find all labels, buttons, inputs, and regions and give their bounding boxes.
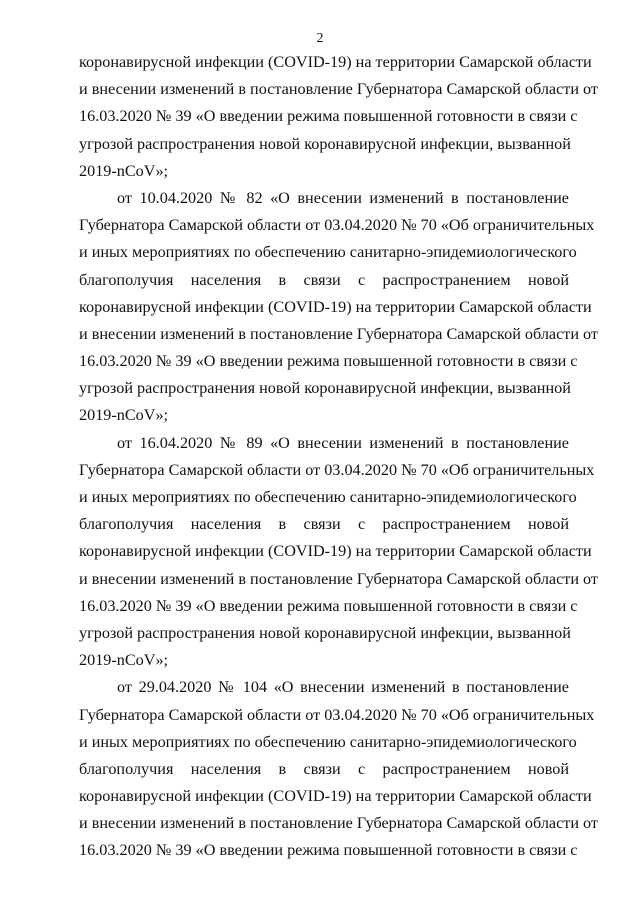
text-line: угрозой распространения новой коронавирусной инфекции, вызванной (79, 623, 571, 642)
text-line: благополучия населения в связи с распространением новой (79, 759, 569, 778)
text-line: Губернатора Самарской области от 03.04.2020 № 70 «Об ограничительных (79, 460, 595, 479)
text-line: и иных мероприятиях по обеспечению санитарно-эпидемиологического (79, 732, 577, 751)
text-line: угрозой распространения новой коронавирусной инфекции, вызванной (79, 379, 571, 398)
text-line: 16.03.2020 № 39 «О введении режима повышенной готовности в связи с (79, 596, 578, 615)
text-line: и внесении изменений в постановление Губернатора Самарской области от (79, 324, 599, 343)
text-line: коронавирусной инфекции (COVID-19) на территории Самарской области (79, 542, 592, 561)
text-line: и иных мероприятиях по обеспечению санитарно-эпидемиологического (79, 243, 577, 262)
text-line: 16.03.2020 № 39 «О введении режима повышенной готовности в связи с (79, 107, 578, 126)
text-line: и иных мероприятиях по обеспечению санитарно-эпидемиологического (79, 488, 577, 506)
text-line: благополучия населения в связи с распространением новой (79, 515, 569, 534)
text-line: коронавирусной инфекции (COVID-19) на территории Самарской области (79, 53, 592, 71)
text-line: коронавирусной инфекции (COVID-19) на территории Самарской области (79, 787, 592, 806)
text-line: Губернатора Самарской области от 03.04.2020 № 70 «Об ограничительных (79, 216, 595, 235)
text-line: Губернатора Самарской области от 03.04.2020 № 70 «Об ограничительных (79, 705, 595, 724)
text-line: 16.03.2020 № 39 «О введении режима повышенной готовности в связи с (79, 841, 578, 860)
text-line: от 29.04.2020 № 104 «О внесении изменений в постановление (117, 678, 569, 697)
text-line: и внесении изменений в постановление Губернатора Самарской области от (79, 569, 599, 588)
text-line: благополучия населения в связи с распространением новой (79, 270, 569, 289)
text-line: 2019-nCoV»; (79, 161, 169, 180)
text-line: от 16.04.2020 № 89 «О внесении изменений в постановление (117, 433, 569, 452)
text-line: и внесении изменений в постановление Губернатора Самарской области от (79, 814, 599, 833)
text-line: 16.03.2020 № 39 «О введении режима повышенной готовности в связи с (79, 352, 578, 371)
text-line: от 10.04.2020 № 82 «О внесении изменений в постановление (117, 188, 569, 207)
text-line: 2019-nCoV»; (79, 406, 169, 425)
document-body (79, 49, 599, 865)
text-line: 2019-nCoV»; (79, 651, 169, 670)
text-line: угрозой распространения новой коронавирусной инфекции, вызванной (79, 134, 571, 153)
page-number: 2 (316, 31, 324, 46)
text-line: и внесении изменений в постановление Губернатора Самарской области от (79, 80, 599, 99)
text-line: коронавирусной инфекции (COVID-19) на территории Самарской области (79, 297, 592, 316)
